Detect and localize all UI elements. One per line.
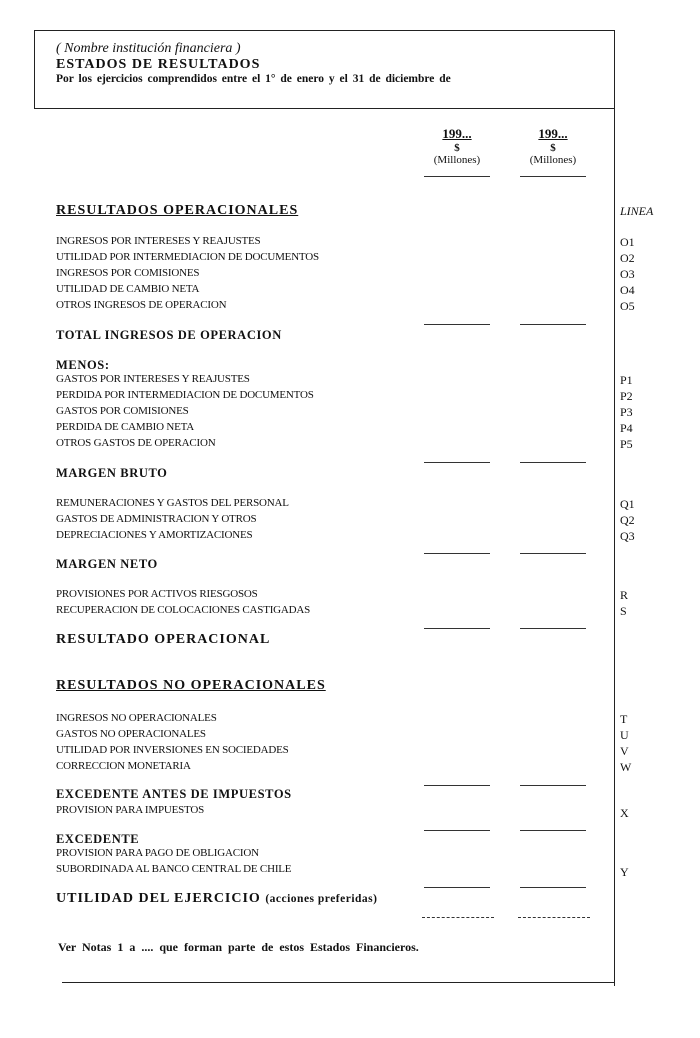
column-2-unit: (Millones) [529, 154, 577, 166]
statement-subtitle: Por los ejercicios comprendidos entre el 1° de enero y el 31 de diciembre de [56, 73, 451, 85]
utilidad-ejercicio-label [56, 891, 378, 907]
column-2-year: 199... [538, 126, 568, 141]
line-code: O5 [620, 299, 635, 313]
line-code: U [620, 728, 629, 742]
column-1-header [422, 126, 492, 166]
utilidad-title: UTILIDAD DEL EJERCICIO [56, 891, 261, 906]
excedente-label: EXCEDENTE [56, 832, 140, 846]
column-2-currency: $ [550, 142, 556, 154]
line-item: PROVISION PARA IMPUESTOS [56, 804, 205, 816]
subtotal-rule [520, 553, 586, 554]
line-code: P2 [620, 389, 633, 403]
line-item: OTROS GASTOS DE OPERACION [56, 437, 216, 449]
linea-label: LINEA [620, 204, 654, 218]
column-2-rule [520, 176, 586, 177]
line-item: CORRECCION MONETARIA [56, 760, 191, 772]
line-code: Q1 [620, 497, 635, 511]
line-code: O1 [620, 235, 635, 249]
section-no-operacionales: RESULTADOS NO OPERACIONALES [56, 678, 326, 693]
line-code: O3 [620, 267, 635, 281]
line-code: P3 [620, 405, 633, 419]
subtotal-rule [520, 830, 586, 831]
line-item: GASTOS NO OPERACIONALES [56, 728, 206, 740]
column-1-currency: $ [454, 142, 460, 154]
subtotal-rule [520, 628, 586, 629]
institution-name: ( Nombre institución financiera ) [56, 41, 241, 56]
line-item: UTILIDAD POR INTERMEDIACION DE DOCUMENTOS [56, 251, 319, 263]
line-item: PROVISION PARA PAGO DE OBLIGACION [56, 847, 259, 859]
line-code: O2 [620, 251, 635, 265]
line-code: T [620, 712, 628, 726]
line-item: INGRESOS POR COMISIONES [56, 267, 200, 279]
line-item: SUBORDINADA AL BANCO CENTRAL DE CHILE [56, 863, 292, 875]
top-border [34, 30, 614, 31]
line-code: P1 [620, 373, 633, 387]
total-ingresos-label: TOTAL INGRESOS DE OPERACION [56, 328, 282, 342]
resultado-operacional-label: RESULTADO OPERACIONAL [56, 632, 271, 647]
left-border [34, 30, 35, 108]
bottom-border-gap [34, 982, 62, 985]
line-item: GASTOS DE ADMINISTRACION Y OTROS [56, 513, 257, 525]
excedente-antes-label: EXCEDENTE ANTES DE IMPUESTOS [56, 787, 292, 801]
subtotal-rule [520, 887, 586, 888]
line-item: REMUNERACIONES Y GASTOS DEL PERSONAL [56, 497, 289, 509]
line-item: DEPRECIACIONES Y AMORTIZACIONES [56, 529, 253, 541]
line-item: INGRESOS NO OPERACIONALES [56, 712, 217, 724]
column-1-rule [424, 176, 490, 177]
line-item: INGRESOS POR INTERESES Y REAJUSTES [56, 235, 261, 247]
menos-label: MENOS: [56, 358, 110, 372]
final-double-rule [518, 917, 590, 918]
line-code: O4 [620, 283, 635, 297]
statement-title: ESTADOS DE RESULTADOS [56, 57, 261, 72]
line-code: V [620, 744, 629, 758]
line-code: Q3 [620, 529, 635, 543]
margen-bruto-label: MARGEN BRUTO [56, 466, 168, 480]
section-operacionales: RESULTADOS OPERACIONALES [56, 203, 299, 218]
line-code: P5 [620, 437, 633, 451]
line-item: GASTOS POR COMISIONES [56, 405, 189, 417]
subtotal-rule [520, 785, 586, 786]
line-item: PERDIDA POR INTERMEDIACION DE DOCUMENTOS [56, 389, 314, 401]
footer-note: Ver Notas 1 a .... que forman parte de estos Estados Financieros. [58, 940, 419, 954]
line-code: P4 [620, 421, 633, 435]
line-code: X [620, 806, 629, 820]
line-code: S [620, 604, 627, 618]
column-1-year: 199... [442, 126, 472, 141]
subtotal-rule [424, 462, 490, 463]
subtotal-rule [520, 324, 586, 325]
bottom-border [34, 982, 614, 983]
line-code: W [620, 760, 632, 774]
subtotal-rule [424, 785, 490, 786]
statement-frame [34, 30, 654, 986]
header-divider [34, 108, 614, 109]
utilidad-note: (acciones preferidas) [265, 893, 378, 905]
subtotal-rule [424, 324, 490, 325]
line-item: PERDIDA DE CAMBIO NETA [56, 421, 195, 433]
line-item: UTILIDAD DE CAMBIO NETA [56, 283, 200, 295]
subtotal-rule [424, 830, 490, 831]
column-1-unit: (Millones) [433, 154, 481, 166]
subtotal-rule [424, 887, 490, 888]
line-item: OTROS INGRESOS DE OPERACION [56, 299, 227, 311]
line-code: Q2 [620, 513, 635, 527]
subtotal-rule [424, 553, 490, 554]
line-item: UTILIDAD POR INVERSIONES EN SOCIEDADES [56, 744, 289, 756]
subtotal-rule [520, 462, 586, 463]
column-2-header [518, 126, 588, 166]
line-item: RECUPERACION DE COLOCACIONES CASTIGADAS [56, 604, 311, 616]
margen-neto-label: MARGEN NETO [56, 557, 158, 571]
line-item: PROVISIONES POR ACTIVOS RIESGOSOS [56, 588, 258, 600]
subtotal-rule [424, 628, 490, 629]
line-code: R [620, 588, 629, 602]
final-double-rule [422, 917, 494, 918]
line-item: GASTOS POR INTERESES Y REAJUSTES [56, 373, 250, 385]
line-code: Y [620, 865, 629, 879]
